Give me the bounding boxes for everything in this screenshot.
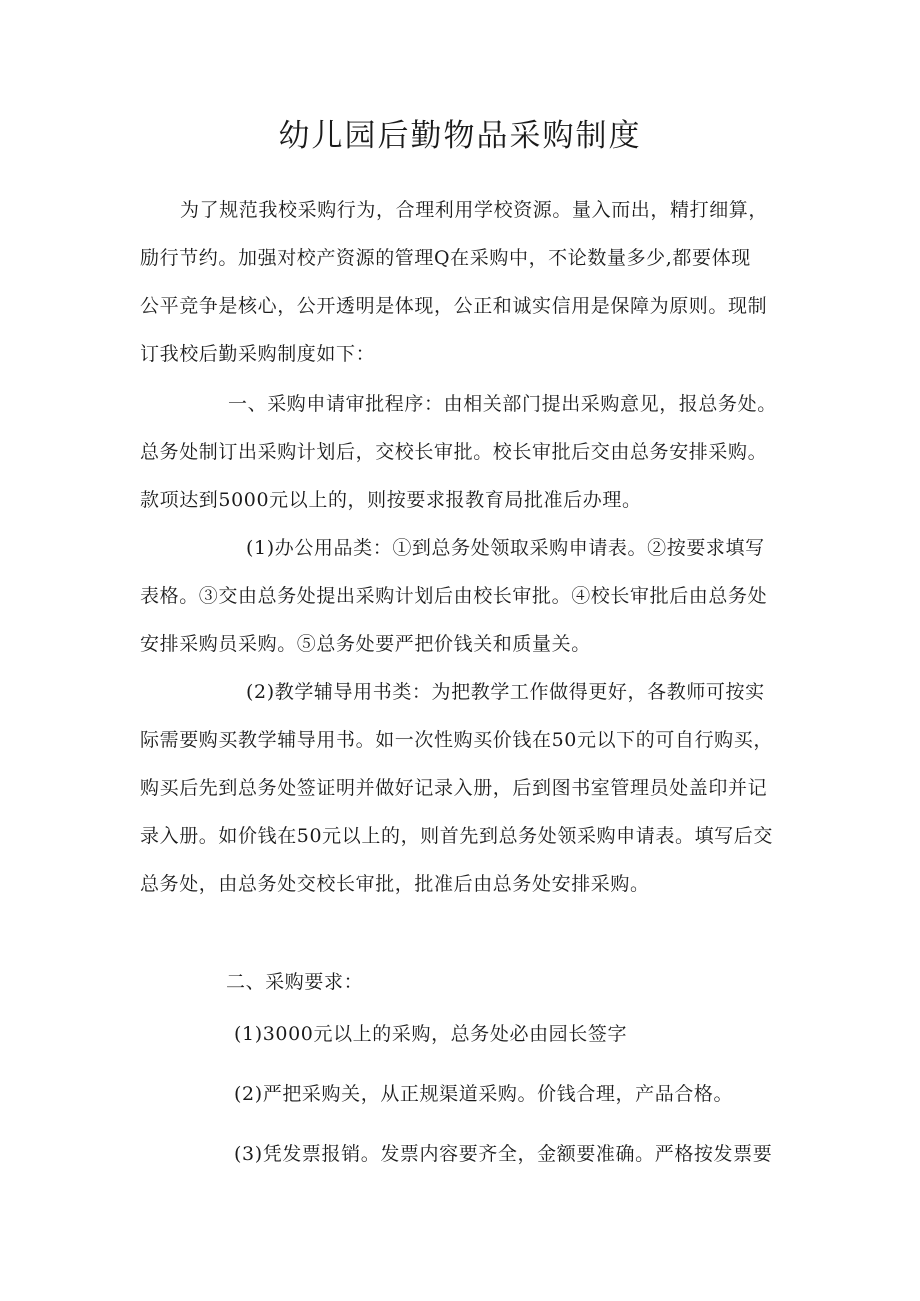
requirement-1: (1)3000元以上的采购，总务处必由园长签字 [234, 1023, 628, 1045]
section1-line-3: 款项达到5000元以上的，则按要求报教育局批准后办理。 [140, 489, 642, 511]
teaching-line-1: (2)教学辅导用书类：为把教学工作做得更好，各教师可按实 [246, 681, 765, 703]
intro-line-2: 励行节约。加强对校产资源的管理Q在采购中，不论数量多少,都要体现 [140, 247, 751, 269]
requirement-2: (2)严把采购关，从正规渠道采购。价钱合理，产品合格。 [234, 1083, 734, 1105]
office-line-3: 安排采购员采购。⑤总务处要严把价钱关和质量关。 [140, 633, 591, 655]
teaching-line-4: 录入册。如价钱在50元以上的，则首先到总务处领采购申请表。填写后交 [140, 825, 773, 847]
teaching-line-3: 购买后先到总务处签证明并做好记录入册，后到图书室管理员处盖印并记 [140, 777, 768, 799]
office-line-2: 表格。③交由总务处提出采购计划后由校长审批。④校长审批后由总务处 [140, 585, 768, 607]
document-title: 幼儿园后勤物品采购制度 [278, 118, 642, 154]
teaching-line-5: 总务处，由总务处交校长审批，批准后由总务处安排采购。 [140, 873, 650, 895]
section1-line-2: 总务处制订出采购计划后，交校长审批。校长审批后交由总务安排采购。 [140, 441, 768, 463]
teaching-line-2: 际需要购买教学辅导用书。如一次性购买价钱在50元以下的可自行购买， [140, 729, 773, 751]
requirement-3: (3)凭发票报销。发票内容要齐全，金额要准确。严格按发票要 [234, 1143, 773, 1165]
office-line-1: (1)办公用品类：①到总务处领取采购申请表。②按要求填写 [246, 537, 765, 559]
section2-heading: 二、采购要求： [226, 971, 364, 993]
intro-line-4: 订我校后勤采购制度如下： [140, 343, 376, 365]
intro-line-3: 公平竞争是核心，公开透明是体现，公正和诚实信用是保障为原则。现制 [140, 295, 768, 317]
intro-line-1: 为了规范我校采购行为，合理利用学校资源。量入而出，精打细算， [180, 199, 769, 221]
section1-line-1: 一、采购申请审批程序：由相关部门提出采购意见，报总务处。 [228, 393, 777, 415]
